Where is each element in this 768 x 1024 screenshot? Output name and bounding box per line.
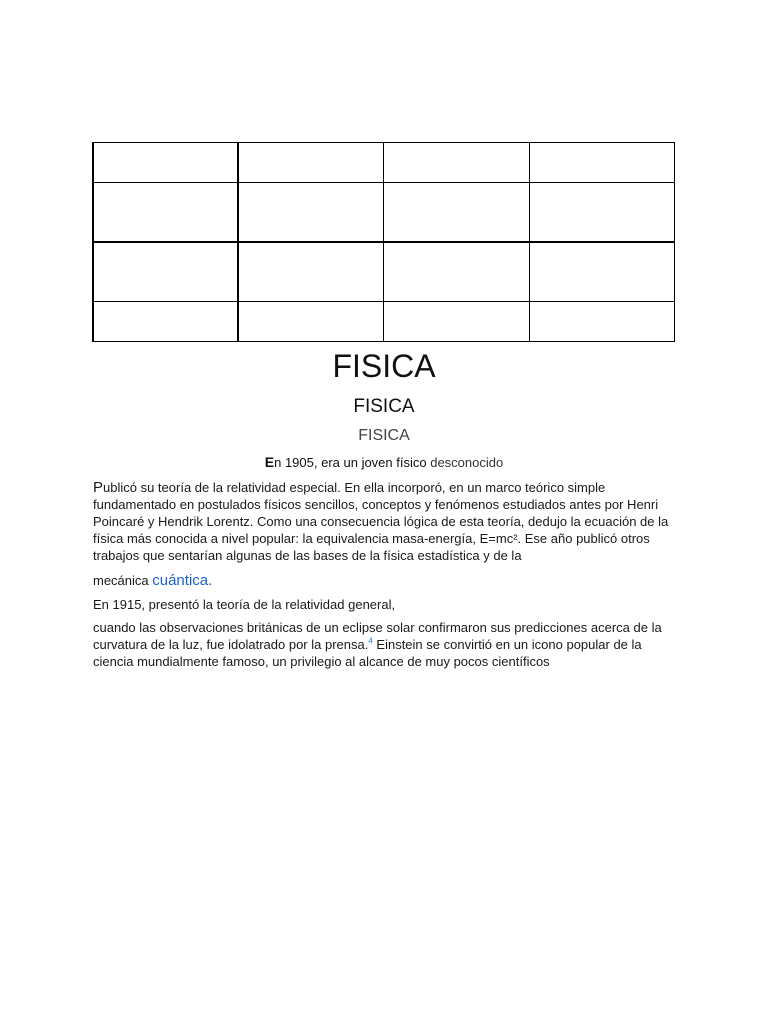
- paragraph-1-first-letter: P: [93, 479, 104, 496]
- table-cell: [238, 143, 383, 183]
- heading-medium: FISICA: [353, 396, 415, 417]
- table-cell: [384, 302, 529, 342]
- paragraph-1-end-text: mecánica: [93, 573, 153, 588]
- paragraph-2: En 1915, presentó la teoría de la relatividad general,: [93, 597, 396, 612]
- table-cell: [93, 182, 238, 242]
- paragraph-3-text-before: cuando las observaciones británicas de un eclipse solar confirmaron sus predicciones acerca de la curvatura de la luz, fue idolatrado por la prensa.: [93, 620, 662, 652]
- table-cell: [238, 302, 383, 342]
- paragraph-1-text: ublicó su teoría de la relatividad especial. En ella incorporó, en un marco teórico simple fundamentado en postulados físicos sencillos, conceptos y fenómenos estudiados antes por Henri Poincaré y Hendrik Lorentz. Como una consecuencia lógica de esta teoría, dedujo la ecuación de la física más conocida a nivel popular: la equivalencia masa-energía, E=mc². Ese año publicó otros trabajos que sentarían algunas de las bases de la física estadística y de la: [93, 480, 669, 563]
- paragraph-1-end: [93, 572, 683, 589]
- paragraph-1: [93, 479, 683, 564]
- table-cell: [529, 302, 674, 342]
- intro-tail-text: desconocido: [426, 455, 504, 470]
- table-cell: [384, 143, 529, 183]
- table-cell: [384, 182, 529, 242]
- footnote-reference[interactable]: 4: [368, 636, 373, 646]
- table-row: [93, 182, 675, 242]
- table-cell: [238, 242, 383, 302]
- table-cell: [93, 242, 238, 302]
- paragraph-3-text-after: Einstein se convirtió en un icono popular de la ciencia mundialmente famoso, un privilegio al alcance de muy pocos científicos: [93, 637, 642, 669]
- intro-first-letter: E: [264, 454, 275, 470]
- table-row: [93, 143, 675, 183]
- table-cell: [529, 182, 674, 242]
- table-cell: [93, 302, 238, 342]
- table-cell: [238, 182, 383, 242]
- table-cell: [93, 143, 238, 183]
- table-row: [93, 242, 675, 302]
- cuantica-link[interactable]: cuántica.: [152, 572, 213, 589]
- table-row: [93, 302, 675, 342]
- heading-large: FISICA: [332, 348, 436, 384]
- table-cell: [384, 242, 529, 302]
- intro-main-text: n 1905, era un joven físico: [274, 455, 427, 470]
- heading-small: FISICA: [358, 427, 410, 444]
- table-cell: [529, 242, 674, 302]
- empty-table: [92, 142, 675, 342]
- table-cell: [529, 143, 674, 183]
- paragraph-3: [93, 619, 683, 670]
- intro-line: [0, 454, 768, 471]
